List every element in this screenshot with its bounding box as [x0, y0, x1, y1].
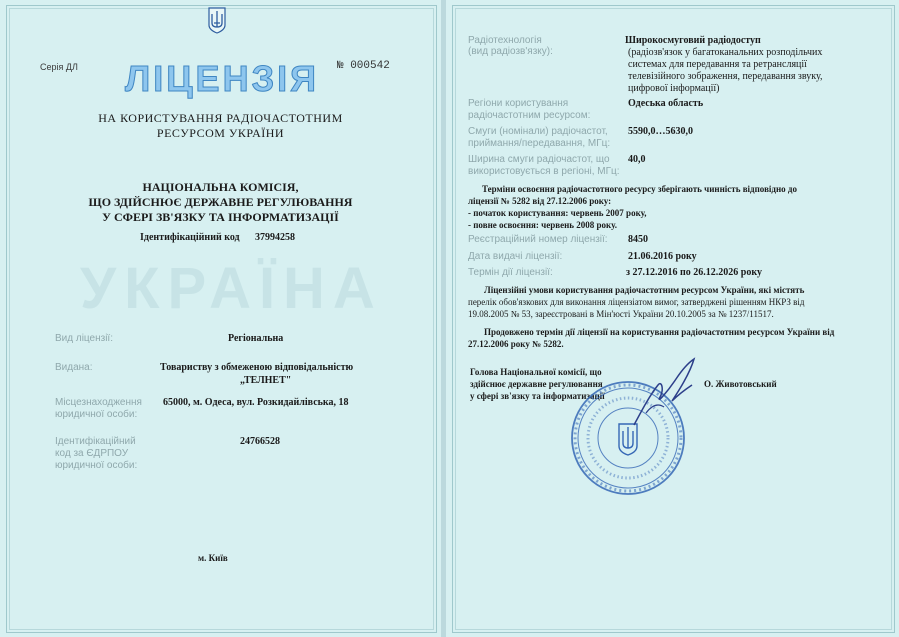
extension-line-1: Продовжено термін дії ліцензії на користування радіочастотним ресурсом України від: [484, 327, 835, 337]
region-label-line-1: Регіони користування: [468, 98, 569, 109]
terms-line-4: - повне освоєння: червень 2008 року.: [468, 220, 617, 230]
watermark-text: УКРАЇНА: [80, 256, 383, 321]
address-value: 65000, м. Одеса, вул. Розкидайлівська, 18: [163, 397, 349, 408]
bands-label-line-2: приймання/передавання, МГц:: [468, 138, 611, 149]
city-label: м. Київ: [198, 553, 228, 563]
edrpou-label-line-2: код за ЄДРПОУ: [55, 448, 129, 459]
head-line-3: у сфері зв'язку та інформатизації: [470, 391, 605, 401]
terms-line-3: - початок користування: червень 2007 року,: [468, 208, 647, 218]
bands-value: 5590,0…5630,0: [628, 126, 693, 137]
trident-icon: [207, 6, 227, 34]
validity-value: з 27.12.2016 по 26.12.2026 року: [626, 267, 762, 278]
edrpou-label-line-1: Ідентифікаційний: [55, 436, 136, 447]
terms-line-1: Терміни освоєння радіочастотного ресурсу зберігають чинність відповідно до: [482, 184, 797, 194]
tech-value-line-5: цифрової інформації): [628, 83, 720, 94]
region-label-line-2: радіочастотним ресурсом:: [468, 110, 591, 121]
license-title: ЛІЦЕНЗІЯ: [125, 58, 319, 99]
tech-label-line-1: Радіотехнологія: [468, 35, 542, 46]
reg-number-value: 8450: [628, 234, 648, 245]
edrpou-value: 24766528: [240, 436, 280, 447]
license-type-value: Регіональна: [228, 333, 284, 344]
tech-value-line-3: системах для передавання та ретрансляції: [628, 59, 807, 70]
width-label-line-2: використовується в регіоні, МГц:: [468, 166, 620, 177]
license-number: № 000542: [337, 60, 390, 72]
tech-value-line-4: телевізійного зображення, передавання звуку,: [628, 71, 823, 82]
tech-value-line-2: (радіозв'язок у багатоканальних розподільчих: [628, 47, 823, 58]
reg-number-label: Реєстраційний номер ліцензії:: [468, 234, 608, 245]
issue-date-label: Дата видачі ліцензії:: [468, 251, 563, 262]
signer-name: О. Животовський: [704, 379, 777, 389]
issuer-code-label: Ідентифікаційний код: [140, 232, 240, 243]
issuer-code-value: 37994258: [255, 232, 295, 243]
license-type-label: Вид ліцензії:: [55, 333, 113, 344]
extension-line-2: 27.12.2006 року № 5282.: [468, 339, 564, 349]
region-value: Одеська область: [628, 98, 704, 109]
validity-label: Термін дії ліцензії:: [468, 267, 553, 278]
conditions-line-2: перелік обов'язкових для виконання ліцензіатом вимог, затверджені рішенням НКРЗ від: [468, 297, 805, 307]
edrpou-label-line-3: юридичної особи:: [55, 460, 138, 471]
issued-to-line-2: „ТЕЛНЕТ": [240, 375, 292, 386]
issuer-line-1: НАЦІОНАЛЬНА КОМІСІЯ,: [142, 180, 299, 194]
width-value: 40,0: [628, 154, 646, 165]
issued-to-label: Видана:: [55, 362, 93, 373]
head-line-2: здійснює державне регулювання: [470, 379, 603, 389]
conditions-line-3: 19.08.2005 № 53, зареєстровані в Мін'юсті України 20.10.2005 за № 1237/11517.: [468, 309, 774, 319]
signature-icon: [628, 355, 708, 430]
left-inner-border: [9, 8, 434, 630]
issue-date-value: 21.06.2016 року: [628, 251, 697, 262]
head-line-1: Голова Національної комісії, що: [470, 367, 602, 377]
issuer-line-3: У СФЕРІ ЗВ'ЯЗКУ ТА ІНФОРМАТИЗАЦІЇ: [102, 210, 339, 224]
bands-label-line-1: Смуги (номінали) радіочастот,: [468, 126, 608, 137]
issuer-line-2: ЩО ЗДІЙСНЮЄ ДЕРЖАВНЕ РЕГУЛЮВАННЯ: [88, 195, 353, 209]
width-label-line-1: Ширина смуги радіочастот, що: [468, 154, 610, 165]
tech-label-line-2: (вид радіозв'язку):: [468, 46, 553, 57]
subtitle-line-1: НА КОРИСТУВАННЯ РАДІОЧАСТОТНИМ: [98, 111, 343, 125]
address-label-line-1: Місцезнаходження: [55, 397, 142, 408]
conditions-line-1: Ліцензійні умови користування радіочастотним ресурсом України, які містять: [484, 285, 805, 295]
address-label-line-2: юридичної особи:: [55, 409, 138, 420]
issued-to-line-1: Товариству з обмеженою відповідальністю: [160, 362, 354, 373]
subtitle-line-2: РЕСУРСОМ УКРАЇНИ: [156, 126, 285, 140]
terms-line-2: ліцензії № 5282 від 27.12.2006 року:: [468, 196, 612, 206]
tech-value-line-1: Широкосмуговий радіодоступ: [625, 35, 761, 46]
series-label: Серія ДЛ: [40, 62, 78, 72]
